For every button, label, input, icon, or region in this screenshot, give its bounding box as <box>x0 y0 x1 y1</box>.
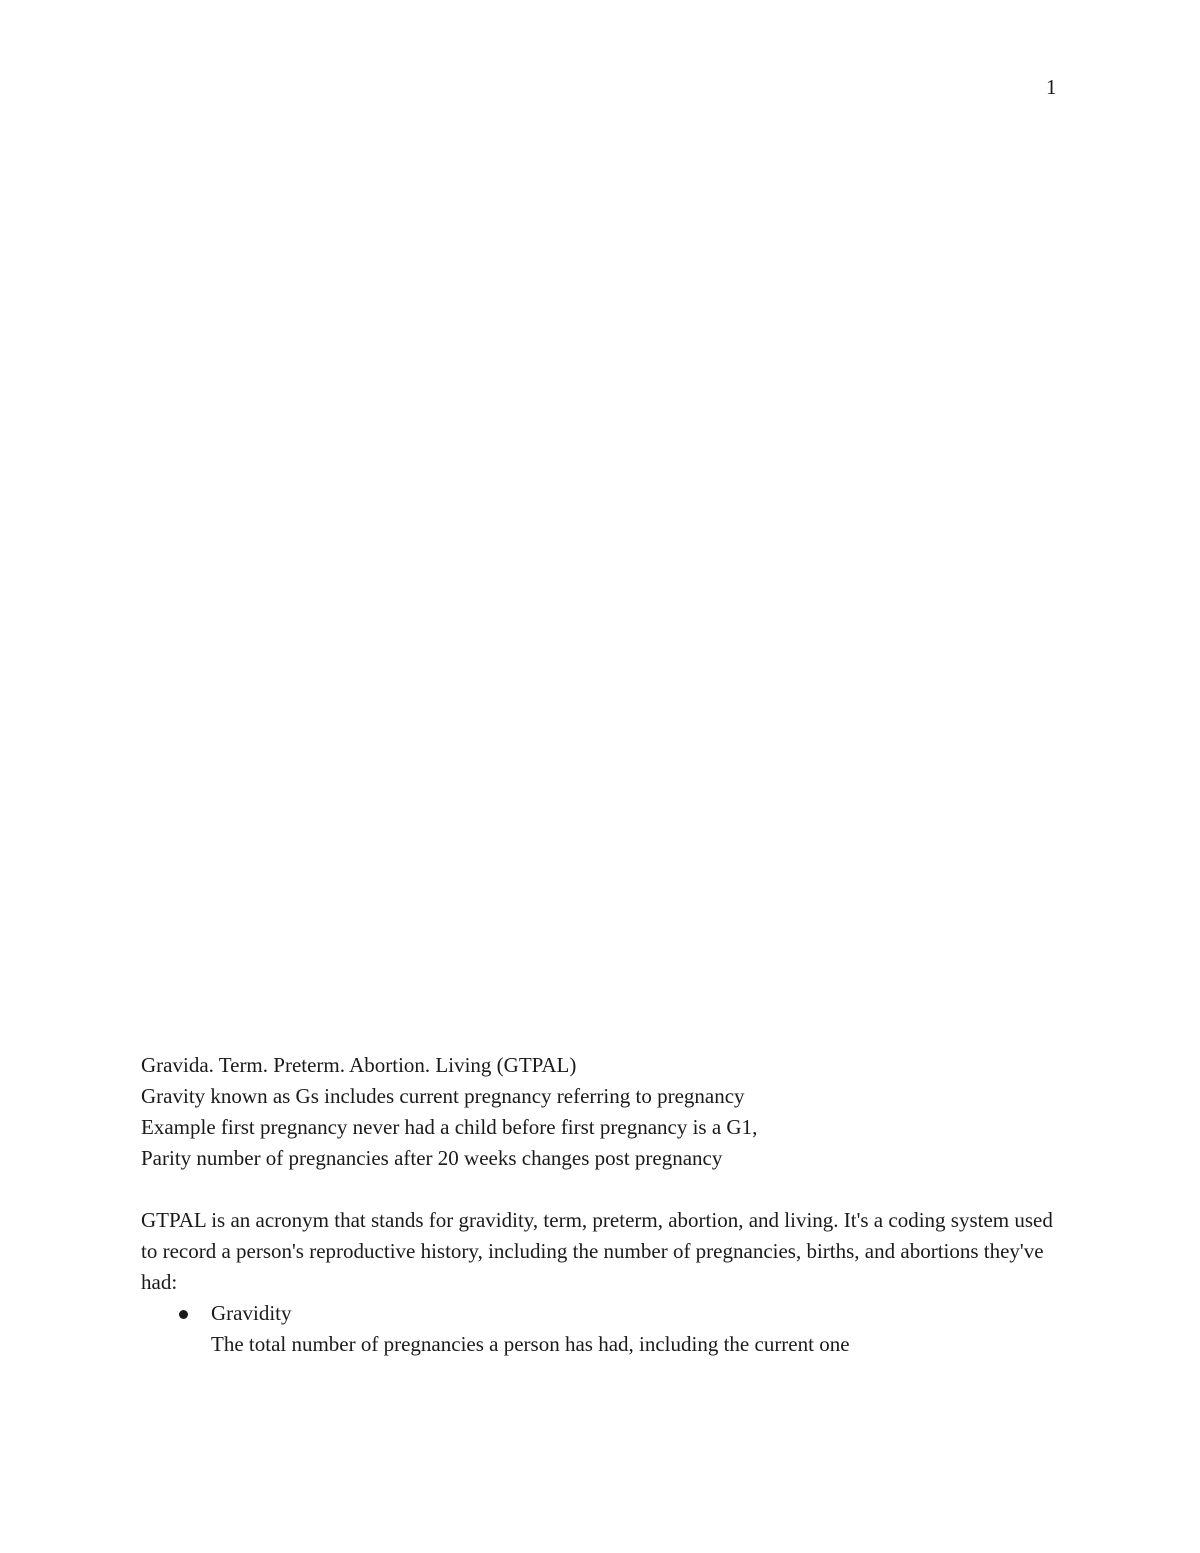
notes-line: Parity number of pregnancies after 20 weeks changes post pregnancy <box>141 1146 723 1170</box>
definition-list <box>141 1298 1061 1360</box>
bullet-detail: The total number of pregnancies a person has had, including the current one <box>211 1332 850 1356</box>
page-number: 1 <box>1046 75 1057 99</box>
notes-line: Example first pregnancy never had a child before first pregnancy is a G1, <box>141 1115 758 1139</box>
document-body <box>141 1050 1061 1360</box>
notes-line: Gravity known as Gs includes current pregnancy referring to pregnancy <box>141 1084 745 1108</box>
definition-paragraph: GTPAL is an acronym that stands for gravidity, term, preterm, abortion, and living. It's a coding system used to record a person's reproductive history, including the number of pregnancies, births, and abortions they've had: <box>141 1208 1053 1294</box>
bullet-term: Gravidity <box>211 1301 292 1325</box>
bullet-icon <box>179 1310 188 1319</box>
notes-title-line: Gravida. Term. Preterm. Abortion. Living (GTPAL) <box>141 1053 577 1077</box>
blank-line <box>141 1174 1061 1205</box>
list-item <box>141 1298 1061 1360</box>
